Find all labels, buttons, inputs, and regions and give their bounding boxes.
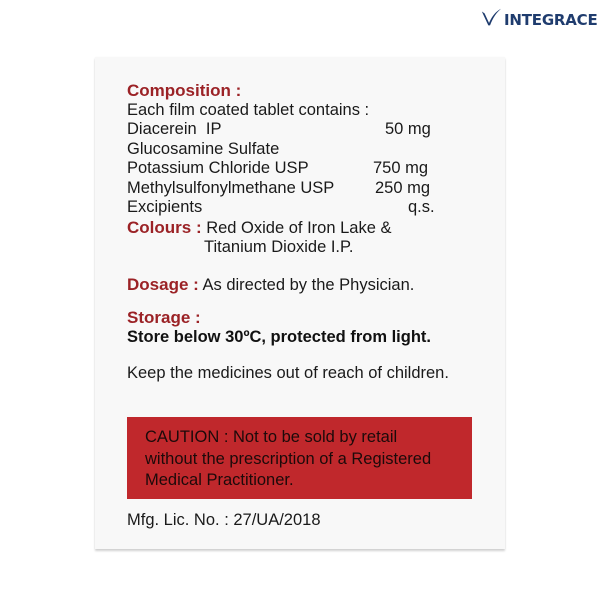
- ingredient-qty: q.s.: [408, 198, 435, 216]
- composition-intro: Each film coated tablet contains :: [127, 100, 370, 119]
- ingredient-name: Excipients: [127, 198, 203, 216]
- ingredient-row: [127, 198, 487, 218]
- ingredient-row: [127, 140, 487, 160]
- dosage-heading: Dosage :: [127, 274, 199, 294]
- ingredient-row: [127, 159, 487, 179]
- storage-heading: Storage :: [127, 308, 201, 327]
- children-warning: Keep the medicines out of reach of children.: [127, 364, 449, 382]
- composition-heading: Composition :: [127, 81, 242, 100]
- ingredient-name: Glucosamine Sulfate: [127, 139, 280, 158]
- integrace-swoosh-icon: [480, 6, 502, 33]
- caution-line: Medical Practitioner.: [145, 471, 294, 489]
- dosage-line: [127, 275, 487, 296]
- medicine-label-card: [95, 57, 505, 549]
- ingredient-name: Methylsulfonylmethane USP: [127, 178, 335, 197]
- ingredient-qty: 750 mg: [373, 159, 429, 177]
- ingredient-name: Diacerein IP: [127, 120, 222, 138]
- label-content: [127, 81, 487, 384]
- caution-line: without the prescription of a Registered: [145, 449, 432, 468]
- colours-heading: Colours :: [127, 217, 202, 237]
- brand-logo: [480, 6, 598, 33]
- colours-line: [127, 218, 487, 239]
- brand-name: INTEGRACE: [504, 10, 598, 29]
- storage-text: Store below 30ºC, protected from light.: [127, 327, 431, 346]
- ingredient-qty: 250 mg: [375, 178, 431, 197]
- colours-text-1: Red Oxide of Iron Lake &: [206, 218, 392, 237]
- ingredient-row: [127, 179, 487, 199]
- mfg-license-number: Mfg. Lic. No. : 27/UA/2018: [127, 511, 321, 529]
- ingredient-name: Potassium Chloride USP: [127, 159, 309, 177]
- caution-box: [127, 417, 472, 499]
- ingredient-row: [127, 120, 487, 140]
- caution-line: CAUTION : Not to be sold by retail: [145, 428, 398, 446]
- colours-text-2: Titanium Dioxide I.P.: [204, 238, 354, 256]
- ingredient-qty: 50 mg: [385, 120, 431, 138]
- dosage-text: As directed by the Physician.: [202, 275, 415, 294]
